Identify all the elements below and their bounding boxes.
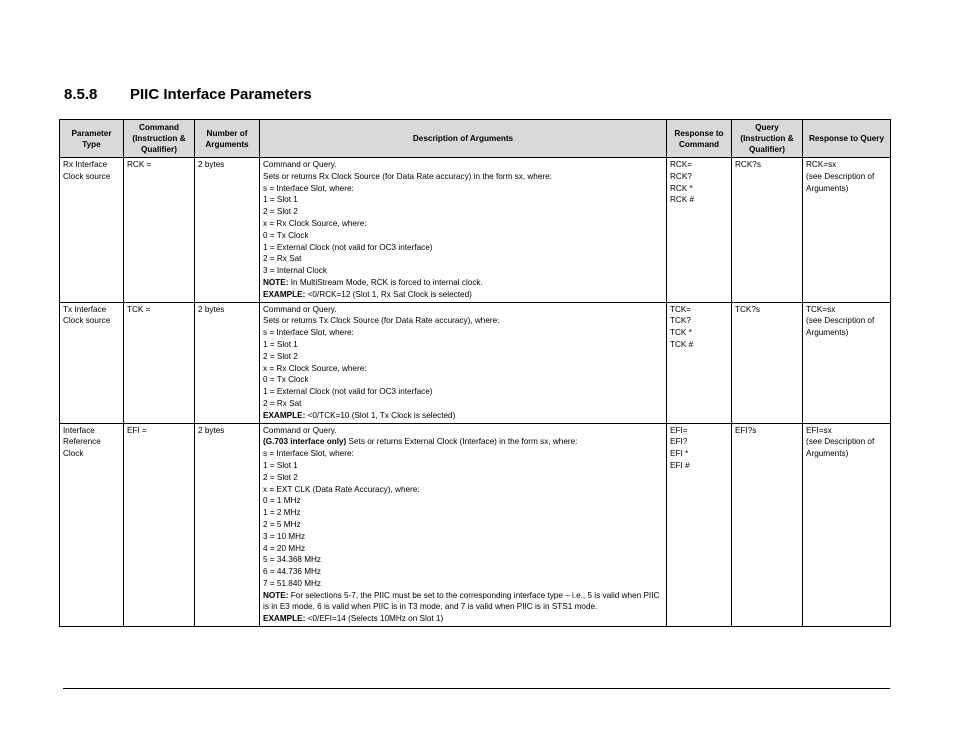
desc-line: x = Rx Clock Source, where: xyxy=(263,363,367,373)
desc-line: 3 = Internal Clock xyxy=(263,266,327,276)
param-type-line: Rx Interface xyxy=(63,160,108,169)
desc-line: 2 = Rx Sat xyxy=(263,398,302,408)
example-text: <0/RCK=12 (Slot 1, Rx Sat Clock is selected) xyxy=(305,289,472,299)
cell-response-to-command xyxy=(667,158,732,303)
cell-parameter-type xyxy=(60,158,124,303)
example-line xyxy=(263,289,663,301)
header-response-to-query: Response to Query xyxy=(803,120,891,158)
desc-line: Command or Query. xyxy=(263,425,337,435)
cell-description xyxy=(260,423,667,627)
response-line: TCK # xyxy=(670,339,694,349)
cell-command: TCK = xyxy=(124,302,195,423)
table-header-row xyxy=(60,120,891,158)
footer-divider xyxy=(63,688,890,689)
table-row-rck xyxy=(60,158,891,303)
header-description: Description of Arguments xyxy=(260,120,667,158)
cell-command: RCK = xyxy=(124,158,195,303)
desc-line: x = Rx Clock Source, where: xyxy=(263,218,367,228)
param-type-line: Reference xyxy=(63,437,101,447)
example-label: EXAMPLE: xyxy=(263,614,306,624)
query-response-line: RCK=sx xyxy=(806,160,837,169)
note-text: In MultiStream Mode, RCK is forced to internal clock. xyxy=(288,277,483,287)
note-line xyxy=(263,590,663,614)
desc-line: 2 = 5 MHz xyxy=(263,519,301,529)
desc-line: Sets or returns Tx Clock Source (for Data Rate accuracy), where: xyxy=(263,316,500,326)
desc-line: 1 = External Clock (not valid for OC3 interface) xyxy=(263,242,433,252)
example-text: <0/TCK=10 (Slot 1, Tx Clock is selected) xyxy=(305,410,456,420)
cell-response-to-query xyxy=(803,302,891,423)
cell-number-of-arguments: 2 bytes xyxy=(195,302,260,423)
desc-line: Command or Query. xyxy=(263,160,337,169)
desc-line: s = Interface Slot, where: xyxy=(263,449,354,459)
cell-query: EFI?s xyxy=(732,423,803,627)
cell-number-of-arguments: 2 bytes xyxy=(195,423,260,627)
note-label: NOTE: xyxy=(263,277,289,287)
header-query: Query (Instruction & Qualifier) xyxy=(732,120,803,158)
query-response-line: EFI=sx xyxy=(806,425,832,435)
query-response-line: (see Description of xyxy=(806,316,875,326)
cell-query: TCK?s xyxy=(732,302,803,423)
desc-line: 4 = 20 MHz xyxy=(263,543,306,553)
header-number-of-arguments: Number of Arguments xyxy=(195,120,260,158)
query-response-line: Arguments) xyxy=(806,328,849,338)
desc-line: Sets or returns Rx Clock Source (for Data Rate accuracy) in the form sx, where: xyxy=(263,171,552,181)
desc-line: Command or Query. xyxy=(263,304,337,314)
note-label: NOTE: xyxy=(263,590,289,600)
example-line xyxy=(263,613,663,625)
example-line xyxy=(263,410,663,422)
cell-parameter-type xyxy=(60,423,124,627)
header-parameter-type: Parameter Type xyxy=(60,120,124,158)
example-label: EXAMPLE: xyxy=(263,410,306,420)
desc-line: 1 = Slot 1 xyxy=(263,195,298,205)
note-text: For selections 5-7, the PIIC must be set to the corresponding interface type – i.e., 5 is valid when PIIC is in E3 mode, 6 is valid when PIIC is in T3 mode, and 7 is valid when PIIC is in STS1 mode. xyxy=(263,590,660,612)
desc-line: 1 = Slot 1 xyxy=(263,460,298,470)
desc-line: 0 = Tx Clock xyxy=(263,375,309,385)
query-response-line: Arguments) xyxy=(806,449,849,459)
note-line xyxy=(263,277,663,289)
cell-query: RCK?s xyxy=(732,158,803,303)
desc-line: s = Interface Slot, where: xyxy=(263,183,354,193)
param-type-line: Clock source xyxy=(63,171,111,181)
desc-line: 5 = 34.368 MHz xyxy=(263,555,322,565)
cell-description xyxy=(260,158,667,303)
section-heading xyxy=(64,86,312,103)
response-line: EFI # xyxy=(670,460,690,470)
desc-line xyxy=(263,436,663,448)
response-line: RCK= xyxy=(670,160,693,169)
desc-line: 0 = Tx Clock xyxy=(263,230,309,240)
response-line: RCK? xyxy=(670,171,692,181)
cell-response-to-command xyxy=(667,423,732,627)
section-title: PIIC Interface Parameters xyxy=(130,86,312,103)
param-type-line: Interface xyxy=(63,425,95,435)
example-text: <0/EFI=14 (Selects 10MHz on Slot 1) xyxy=(305,614,444,624)
response-line: TCK= xyxy=(670,304,692,314)
desc-line: 1 = External Clock (not valid for OC3 interface) xyxy=(263,387,433,397)
param-type-line: Tx Interface xyxy=(63,304,107,314)
response-line: TCK? xyxy=(670,316,691,326)
response-line: EFI? xyxy=(670,437,688,447)
cell-description xyxy=(260,302,667,423)
cell-response-to-command xyxy=(667,302,732,423)
desc-text: Sets or returns External Clock (Interface) in the form sx, where: xyxy=(346,437,578,447)
param-type-line: Clock source xyxy=(63,316,111,326)
query-response-line: (see Description of xyxy=(806,437,875,447)
section-number: 8.5.8 xyxy=(64,86,98,103)
response-line: EFI * xyxy=(670,449,689,459)
desc-line: x = EXT CLK (Data Rate Accuracy), where: xyxy=(263,484,420,494)
desc-line: 7 = 51.840 MHz xyxy=(263,578,322,588)
cell-number-of-arguments: 2 bytes xyxy=(195,158,260,303)
desc-line: 2 = Slot 2 xyxy=(263,472,298,482)
desc-line: 6 = 44.736 MHz xyxy=(263,567,322,577)
response-line: EFI= xyxy=(670,425,688,435)
response-line: RCK # xyxy=(670,195,695,205)
desc-line: 1 = 2 MHz xyxy=(263,508,301,518)
desc-bold-prefix: (G.703 interface only) xyxy=(263,437,347,447)
response-line: RCK * xyxy=(670,183,693,193)
example-label: EXAMPLE: xyxy=(263,289,306,299)
cell-command: EFI = xyxy=(124,423,195,627)
desc-line: 2 = Rx Sat xyxy=(263,254,302,264)
desc-line: s = Interface Slot, where: xyxy=(263,328,354,338)
parameters-table xyxy=(59,119,891,627)
desc-line: 0 = 1 MHz xyxy=(263,496,301,506)
table-row-tck xyxy=(60,302,891,423)
cell-response-to-query xyxy=(803,423,891,627)
desc-line: 3 = 10 MHz xyxy=(263,531,306,541)
header-command: Command (Instruction & Qualifier) xyxy=(124,120,195,158)
cell-response-to-query xyxy=(803,158,891,303)
response-line: TCK * xyxy=(670,328,692,338)
query-response-line: Arguments) xyxy=(806,183,849,193)
param-type-line: Clock xyxy=(63,449,84,459)
desc-line: 2 = Slot 2 xyxy=(263,207,298,217)
query-response-line: TCK=sx xyxy=(806,304,836,314)
desc-line: 1 = Slot 1 xyxy=(263,339,298,349)
table-row-efi xyxy=(60,423,891,627)
desc-line: 2 = Slot 2 xyxy=(263,351,298,361)
cell-parameter-type xyxy=(60,302,124,423)
query-response-line: (see Description of xyxy=(806,171,875,181)
header-response-to-command: Response to Command xyxy=(667,120,732,158)
